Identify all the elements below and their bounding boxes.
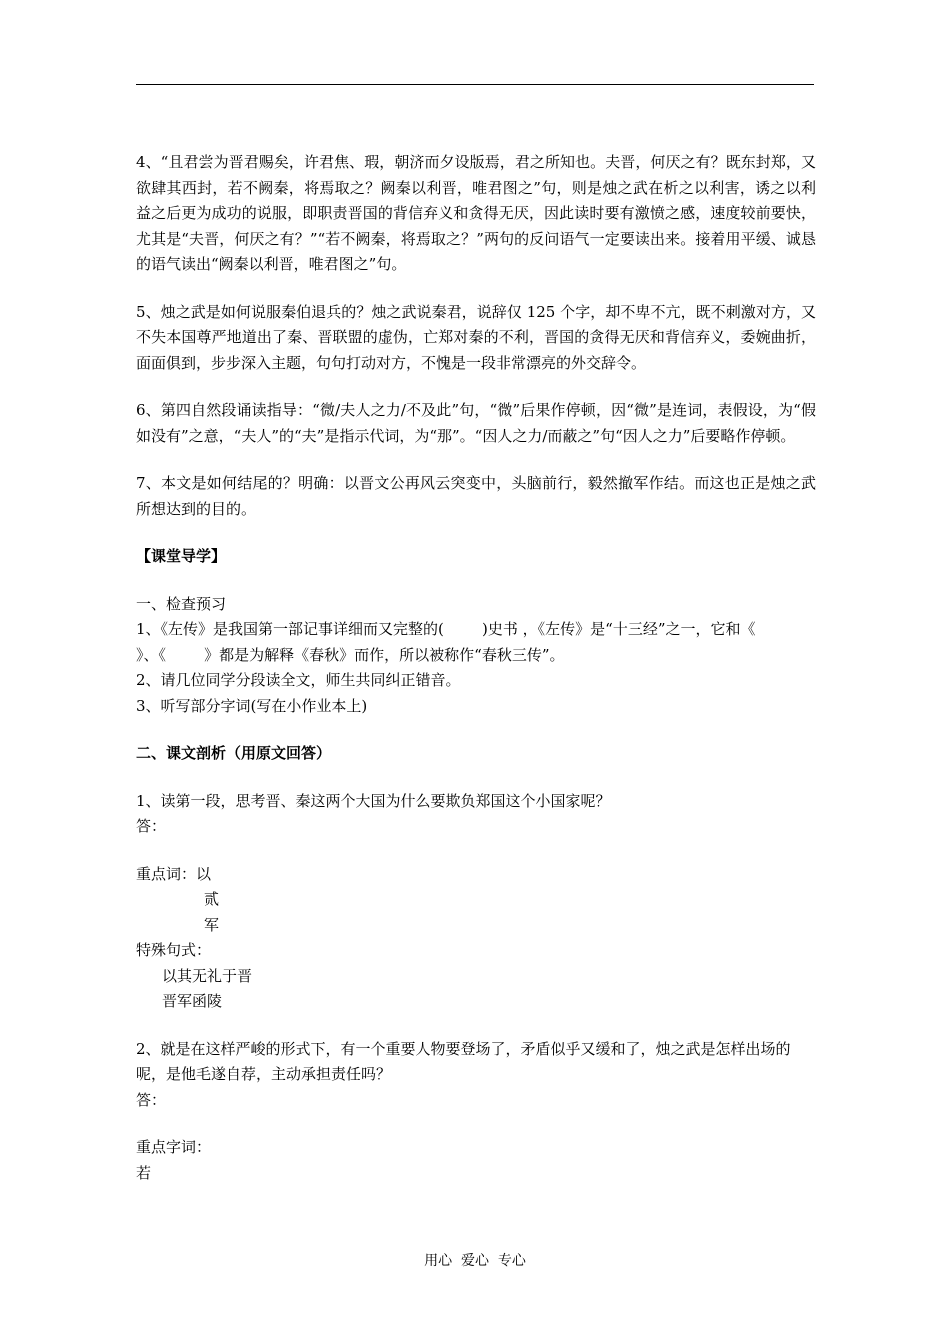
keywords-label: 重点词：以 [136,864,212,883]
special-sentence-label: 特殊句式： [136,941,212,959]
answer-2-label: 答： [136,1090,167,1109]
question-2: 2、就是在这样严峻的形式下，有一个重要人物要登场了，矛盾似乎又缓和了，烛之武是怎样出场的呢，是他毛遂自荐，主动承担责任吗？ [136,1039,791,1083]
preview-item-2: 2、请几位同学分段读全文，师生共同纠正错音。 [136,671,461,689]
page-footer: 用心 爱心 专心 [424,1253,526,1269]
section-1-title: 一、检查预习 [136,594,227,613]
paragraph-6: 6、第四自然段诵读指导：“微/夫人之力/不及此”句，“微”后果作停顿，因“微”是连词，表假设，为“假如没有”之意，“夫人”的“夫”是指示代词，为“那”。“因人之力/而蔽之”句“因人之力”后要略作停顿。 [136,401,816,445]
paragraph-5: 5、烛之武是如何说服秦伯退兵的？烛之武说秦君，说辞仅 125 个字，却不卑不亢，既不刺激对方，又不失本国尊严地道出了秦、晋联盟的虚伪，亡郑对秦的不利，晋国的贪得无厌和背信弃义，委婉曲折，面面俱到，步步深入主题，句句打动对方，不愧是一段非常漂亮的外交辞令。 [136,302,816,372]
special-sentence-2: 晋军函陵 [162,992,223,1010]
paragraph-7: 7、本文是如何结尾的？明确：以晋文公再风云突变中，头脑前行，毅然撤军作结。而这也正是烛之武所想达到的目的。 [136,474,816,518]
classroom-heading: 【课堂导学】 [136,547,227,565]
section-text-analysis [136,741,816,1186]
preview-item-3: 3、听写部分字词(写在小作业本上) [136,696,368,715]
question-1: 1、读第一段，思考晋、秦这两个大国为什么要欺负郑国这个小国家呢？ [136,791,611,810]
keywords-2-label: 重点字词： [136,1138,212,1156]
paragraph-4: 4、“且君尝为晋君赐矣，许君焦、瑕，朝济而夕设版焉，君之所知也。夫晋，何厌之有？既东封郑，又欲肆其西封，若不阙秦，将焉取之？阙秦以利晋，唯君图之”句，则是烛之武在析之以利害，诱之以利益之后更为成功的说服，即职责晋国的背信弃义和贪得无厌，因此读时要有激愤之感，速度较前要快，尤其是“夫晋，何厌之有？”“若不阙秦，将焉取之？”两句的反问语气一定要读出来。接着用平缓、诚恳的语气读出“阙秦以利晋，唯君图之”句。 [136,153,816,273]
header-rule [136,84,814,85]
keyword-ruo: 若 [136,1163,152,1182]
keyword-er: 贰 [204,890,220,908]
document-body [136,150,816,1186]
special-sentence-1: 以其无礼于晋 [162,966,253,985]
preview-item-1: 1、《左传》是我国第一部记事详细而又完整的( )史书 ，《左传》是“十三经”之一，它和《 》、《 》都是为解释《春秋》而作，所以被称作“春秋三传”。 [136,620,794,664]
keyword-jun: 军 [204,915,220,934]
section-2-title: 二、课文剖析（用原文回答） [136,744,332,762]
answer-1-label: 答： [136,817,167,835]
section-preview-check [136,592,816,720]
